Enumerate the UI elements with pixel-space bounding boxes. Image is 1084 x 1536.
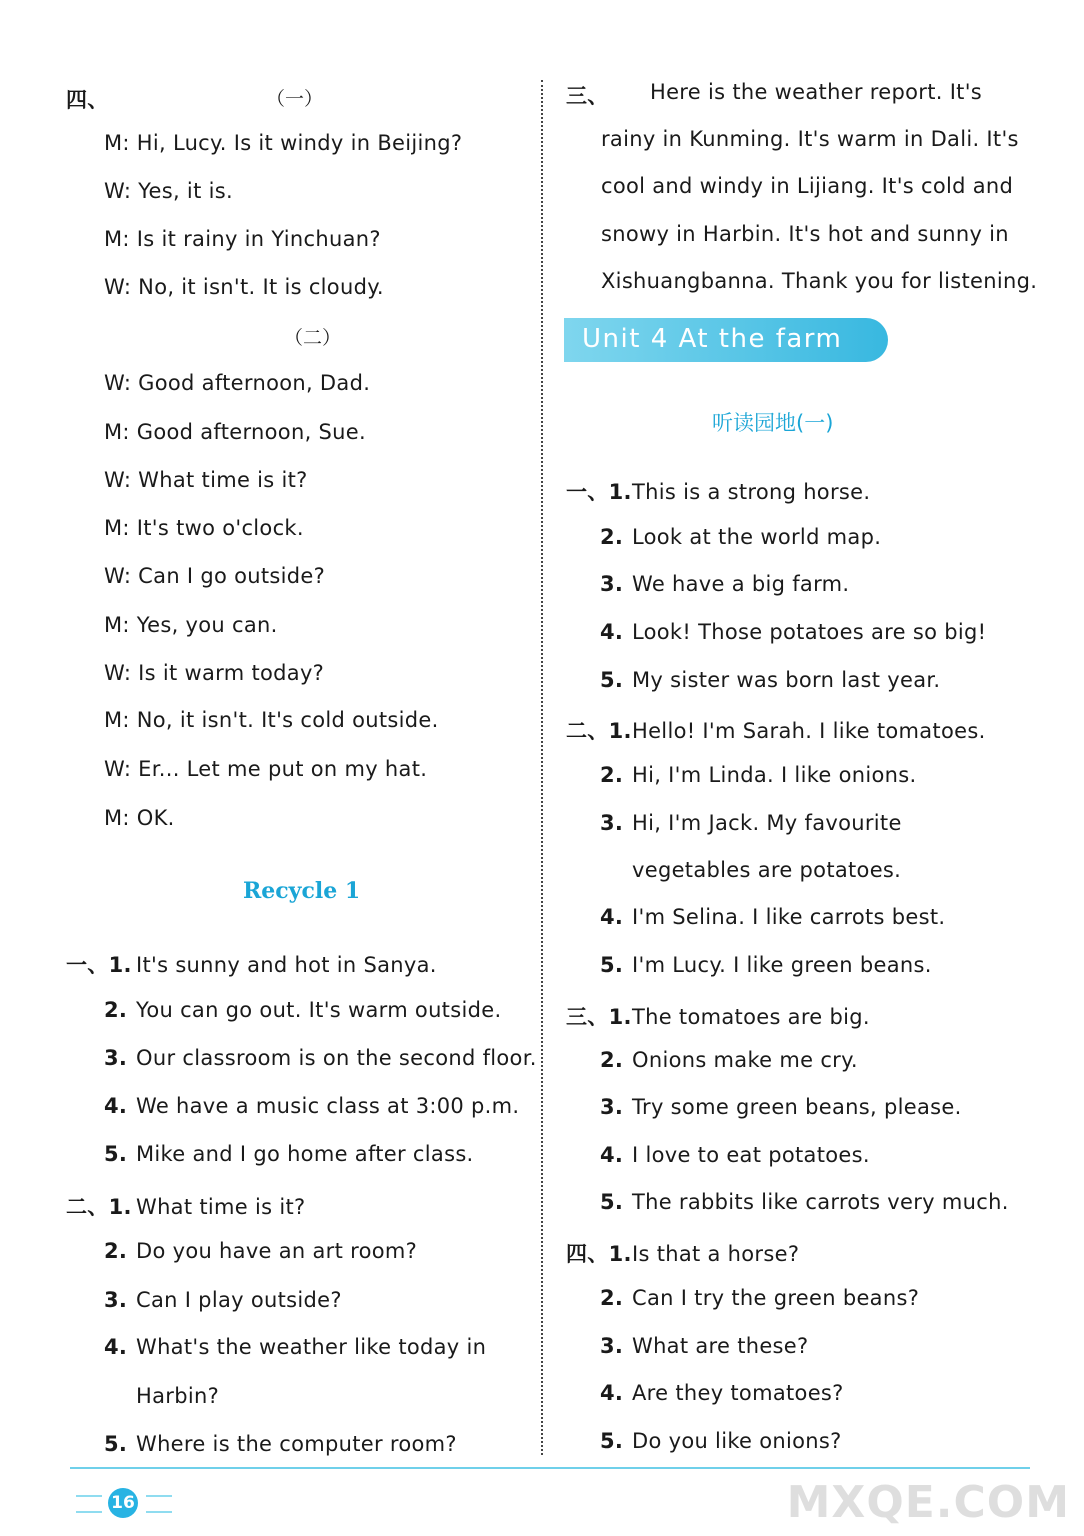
dialogue-line: W: Is it warm today? — [104, 661, 325, 685]
list-item — [104, 1239, 417, 1263]
item-text: What are these? — [632, 1334, 809, 1358]
item-number: 5. — [600, 1429, 624, 1453]
item-text: This is a strong horse. — [632, 480, 871, 504]
item-text: Mike and I go home after class. — [136, 1142, 474, 1166]
list-item — [600, 668, 940, 692]
dialogue-line: M: Hi, Lucy. Is it windy in Beijing? — [104, 131, 463, 155]
item-number: 4. — [600, 1381, 624, 1405]
list-item — [600, 905, 945, 929]
item-text: It's sunny and hot in Sanya. — [136, 953, 437, 977]
dialogue-line: W: Can I go outside? — [104, 564, 326, 588]
item-text: Hi, I'm Linda. I like onions. — [632, 763, 917, 787]
dialogue-line: M: Is it rainy in Yinchuan? — [104, 227, 381, 251]
dialogue-line: M: It's two o'clock. — [104, 516, 304, 540]
column-divider — [541, 80, 543, 1455]
list-item — [600, 953, 932, 977]
report-line: Here is the weather report. It's — [650, 80, 983, 104]
sub-heading: （二） — [284, 327, 342, 349]
list-item — [566, 715, 986, 745]
item-number: 4. — [104, 1094, 128, 1118]
item-number: 3. — [600, 572, 624, 596]
report-line: Xishuangbanna. Thank you for listening. — [601, 269, 1038, 293]
item-text: The tomatoes are big. — [632, 1005, 870, 1029]
item-number: 3. — [600, 1334, 624, 1358]
item-text: I'm Selina. I like carrots best. — [632, 905, 946, 929]
item-number: 4. — [600, 1143, 624, 1167]
item-number: 4. — [600, 620, 624, 644]
unit-title: Unit 4 At the farm — [582, 324, 843, 354]
dialogue-line: M: No, it isn't. It's cold outside. — [104, 708, 439, 732]
item-text: Hi, I'm Jack. My favourite — [632, 811, 902, 835]
dialogue-line: W: Er... Let me put on my hat. — [104, 757, 428, 781]
list-item — [600, 1190, 1009, 1214]
item-number: 2. — [600, 763, 624, 787]
list-item — [104, 998, 501, 1022]
dialogue-line: W: Good afternoon, Dad. — [104, 371, 371, 395]
dialogue-line: W: What time is it? — [104, 468, 308, 492]
item-text: I love to eat potatoes. — [632, 1143, 870, 1167]
list-item-continuation: vegetables are potatoes. — [632, 858, 902, 882]
item-number: 5. — [600, 1190, 624, 1214]
item-text: You can go out. It's warm outside. — [136, 998, 502, 1022]
footer-ornament — [76, 1495, 102, 1513]
list-item — [600, 1143, 870, 1167]
list-item — [104, 1094, 519, 1118]
item-text: I'm Lucy. I like green beans. — [632, 953, 932, 977]
item-number: 2. — [600, 1048, 624, 1072]
list-item — [600, 1286, 919, 1310]
item-number: 三、1. — [566, 1005, 632, 1029]
item-number: 2. — [104, 998, 128, 1022]
item-number: 2. — [600, 1286, 624, 1310]
item-text: The rabbits like carrots very much. — [632, 1190, 1009, 1214]
section-title: 听读园地(一) — [712, 411, 834, 435]
dialogue-line: M: Good afternoon, Sue. — [104, 420, 366, 444]
recycle-title: Recycle 1 — [243, 878, 361, 904]
list-item — [104, 1288, 342, 1312]
list-item — [104, 1335, 486, 1359]
item-number: 4. — [600, 905, 624, 929]
item-number: 5. — [104, 1142, 128, 1166]
item-number: 5. — [600, 953, 624, 977]
list-item — [66, 949, 437, 979]
section-number: 三、 — [566, 84, 609, 108]
item-number: 5. — [104, 1432, 128, 1456]
item-text: Where is the computer room? — [136, 1432, 457, 1456]
page-number: 16 — [108, 1488, 138, 1518]
dialogue-line: W: Yes, it is. — [104, 179, 233, 203]
item-text: Do you have an art room? — [136, 1239, 418, 1263]
section-number: 四、 — [66, 88, 109, 112]
item-text: Can I play outside? — [136, 1288, 342, 1312]
item-number: 2. — [600, 525, 624, 549]
list-item — [566, 1238, 799, 1268]
list-item — [104, 1046, 537, 1070]
list-item — [600, 572, 849, 596]
list-item — [600, 525, 881, 549]
sub-heading: （一） — [266, 88, 324, 110]
item-number: 3. — [104, 1046, 128, 1070]
list-item — [600, 1048, 858, 1072]
item-text: What time is it? — [136, 1195, 306, 1219]
item-number: 四、1. — [566, 1242, 632, 1266]
item-text: Try some green beans, please. — [632, 1095, 962, 1119]
item-number: 3. — [104, 1288, 128, 1312]
list-item — [600, 1095, 962, 1119]
dialogue-line: W: No, it isn't. It is cloudy. — [104, 275, 384, 299]
item-text: Onions make me cry. — [632, 1048, 858, 1072]
list-item — [566, 1001, 870, 1031]
item-number: 4. — [104, 1335, 128, 1359]
item-number: 3. — [600, 811, 624, 835]
item-text: Are they tomatoes? — [632, 1381, 844, 1405]
list-item — [600, 1429, 842, 1453]
item-text: Our classroom is on the second floor. — [136, 1046, 537, 1070]
item-number: 2. — [104, 1239, 128, 1263]
item-text: Can I try the green beans? — [632, 1286, 920, 1310]
list-item — [600, 763, 916, 787]
item-text: What's the weather like today in — [136, 1335, 487, 1359]
item-number: 二、1. — [66, 1195, 132, 1219]
item-text: We have a big farm. — [632, 572, 850, 596]
list-item — [600, 1334, 808, 1358]
watermark: MXQE.COM — [786, 1477, 1070, 1528]
list-item — [566, 476, 870, 506]
dialogue-line: M: Yes, you can. — [104, 613, 278, 637]
item-text: Is that a horse? — [632, 1242, 800, 1266]
list-item — [104, 1432, 457, 1456]
list-item — [600, 811, 902, 835]
report-line: cool and windy in Lijiang. It's cold and — [601, 174, 1014, 198]
item-text: Hello! I'm Sarah. I like tomatoes. — [632, 719, 986, 743]
report-line: snowy in Harbin. It's hot and sunny in — [601, 222, 1009, 246]
item-text: Look at the world map. — [632, 525, 882, 549]
item-number: 一、1. — [566, 480, 632, 504]
list-item — [600, 1381, 844, 1405]
list-item — [104, 1142, 474, 1166]
item-number: 5. — [600, 668, 624, 692]
item-number: 3. — [600, 1095, 624, 1119]
item-text: Look! Those potatoes are so big! — [632, 620, 987, 644]
dialogue-line: M: OK. — [104, 806, 175, 830]
item-text: My sister was born last year. — [632, 668, 941, 692]
unit-banner — [564, 318, 888, 362]
footer-rule — [70, 1467, 1030, 1469]
footer-ornament — [146, 1495, 172, 1513]
list-item — [66, 1191, 305, 1221]
list-item — [600, 620, 986, 644]
item-text: Do you like onions? — [632, 1429, 842, 1453]
item-text: We have a music class at 3:00 p.m. — [136, 1094, 520, 1118]
report-line: rainy in Kunming. It's warm in Dali. It's — [601, 127, 1019, 151]
list-item-continuation: Harbin? — [136, 1384, 220, 1408]
item-number: 一、1. — [66, 953, 132, 977]
item-number: 二、1. — [566, 719, 632, 743]
